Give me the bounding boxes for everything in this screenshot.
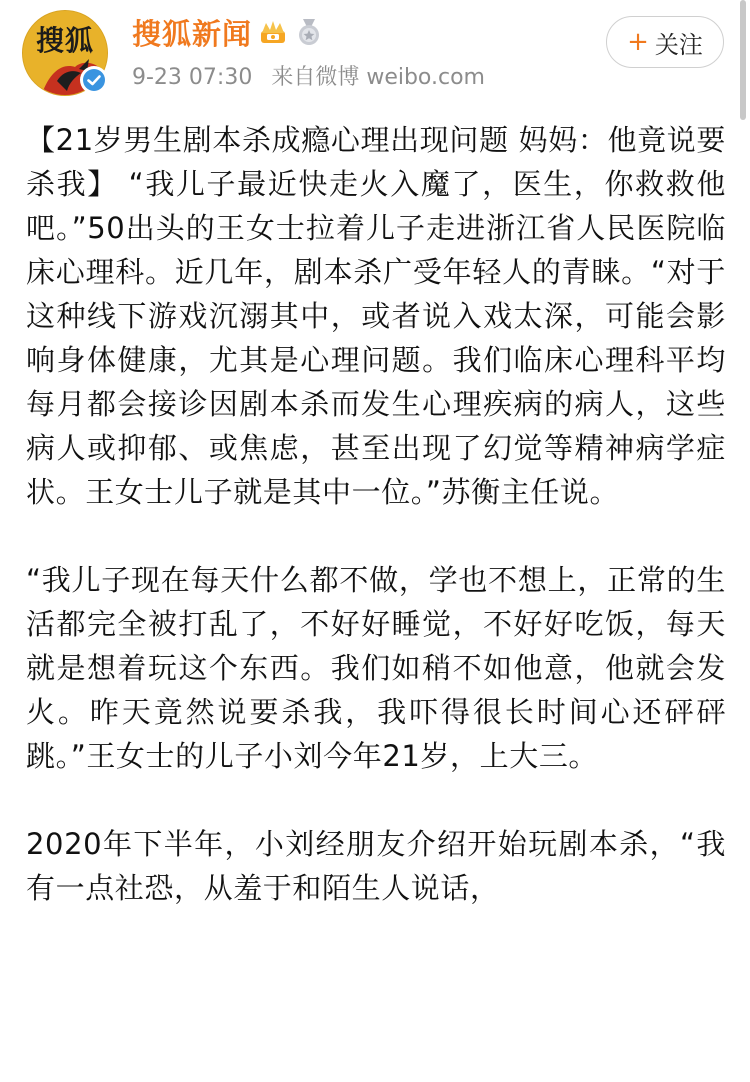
post-header [0, 0, 750, 110]
post-source[interactable]: 来自微博 weibo.com [271, 65, 485, 90]
medal-icon[interactable] [294, 17, 324, 47]
post-paragraph-1: 【21岁男生剧本杀成瘾心理出现问题 妈妈：他竟说要杀我】 “我儿子最近快走火入魔了，医生，你救救他吧。”50出头的王女士拉着儿子走进浙江省人民医院临床心理科。近几年，剧本杀广受年轻人的青睐。“对于这种线下游戏沉溺其中，或者说入戏太深，可能会影响身体健康，尤其是心理问题。我们临床心理科平均每月都会接诊因剧本杀而发生心理疾病的病人，这些病人或抑郁、或焦虑，甚至出现了幻觉等精神病学症状。王女士儿子就是其中一位。”苏衡主任说。 [26, 123, 726, 509]
follow-button[interactable] [606, 16, 724, 68]
nickname-row [132, 12, 324, 52]
crown-vip-icon[interactable] [258, 17, 288, 47]
plus-icon: + [627, 27, 649, 57]
verified-badge-icon [80, 66, 108, 94]
follow-label: 关注 [654, 30, 703, 59]
scrollbar[interactable] [740, 0, 746, 120]
author-name[interactable]: 搜狐新闻 [132, 16, 253, 51]
post-body [26, 118, 726, 954]
post-paragraph-2: “我儿子现在每天什么都不做，学也不想上，正常的生活都完全被打乱了，不好好睡觉，不好好吃饭，每天就是想着玩这个东西。我们如稍不如他意，他就会发火。昨天竟然说要杀我，我吓得很长时间心还砰砰跳。”王女士的儿子小刘今年21岁，上大三。 [26, 563, 726, 773]
post-time: 9-23 07:30 [132, 65, 253, 90]
avatar-logo-text: 搜狐 [35, 24, 94, 57]
post-meta [132, 60, 497, 91]
post-paragraph-3: 2020年下半年，小刘经朋友介绍开始玩剧本杀，“我有一点社恐，从羞于和陌生人说话， [26, 827, 726, 905]
